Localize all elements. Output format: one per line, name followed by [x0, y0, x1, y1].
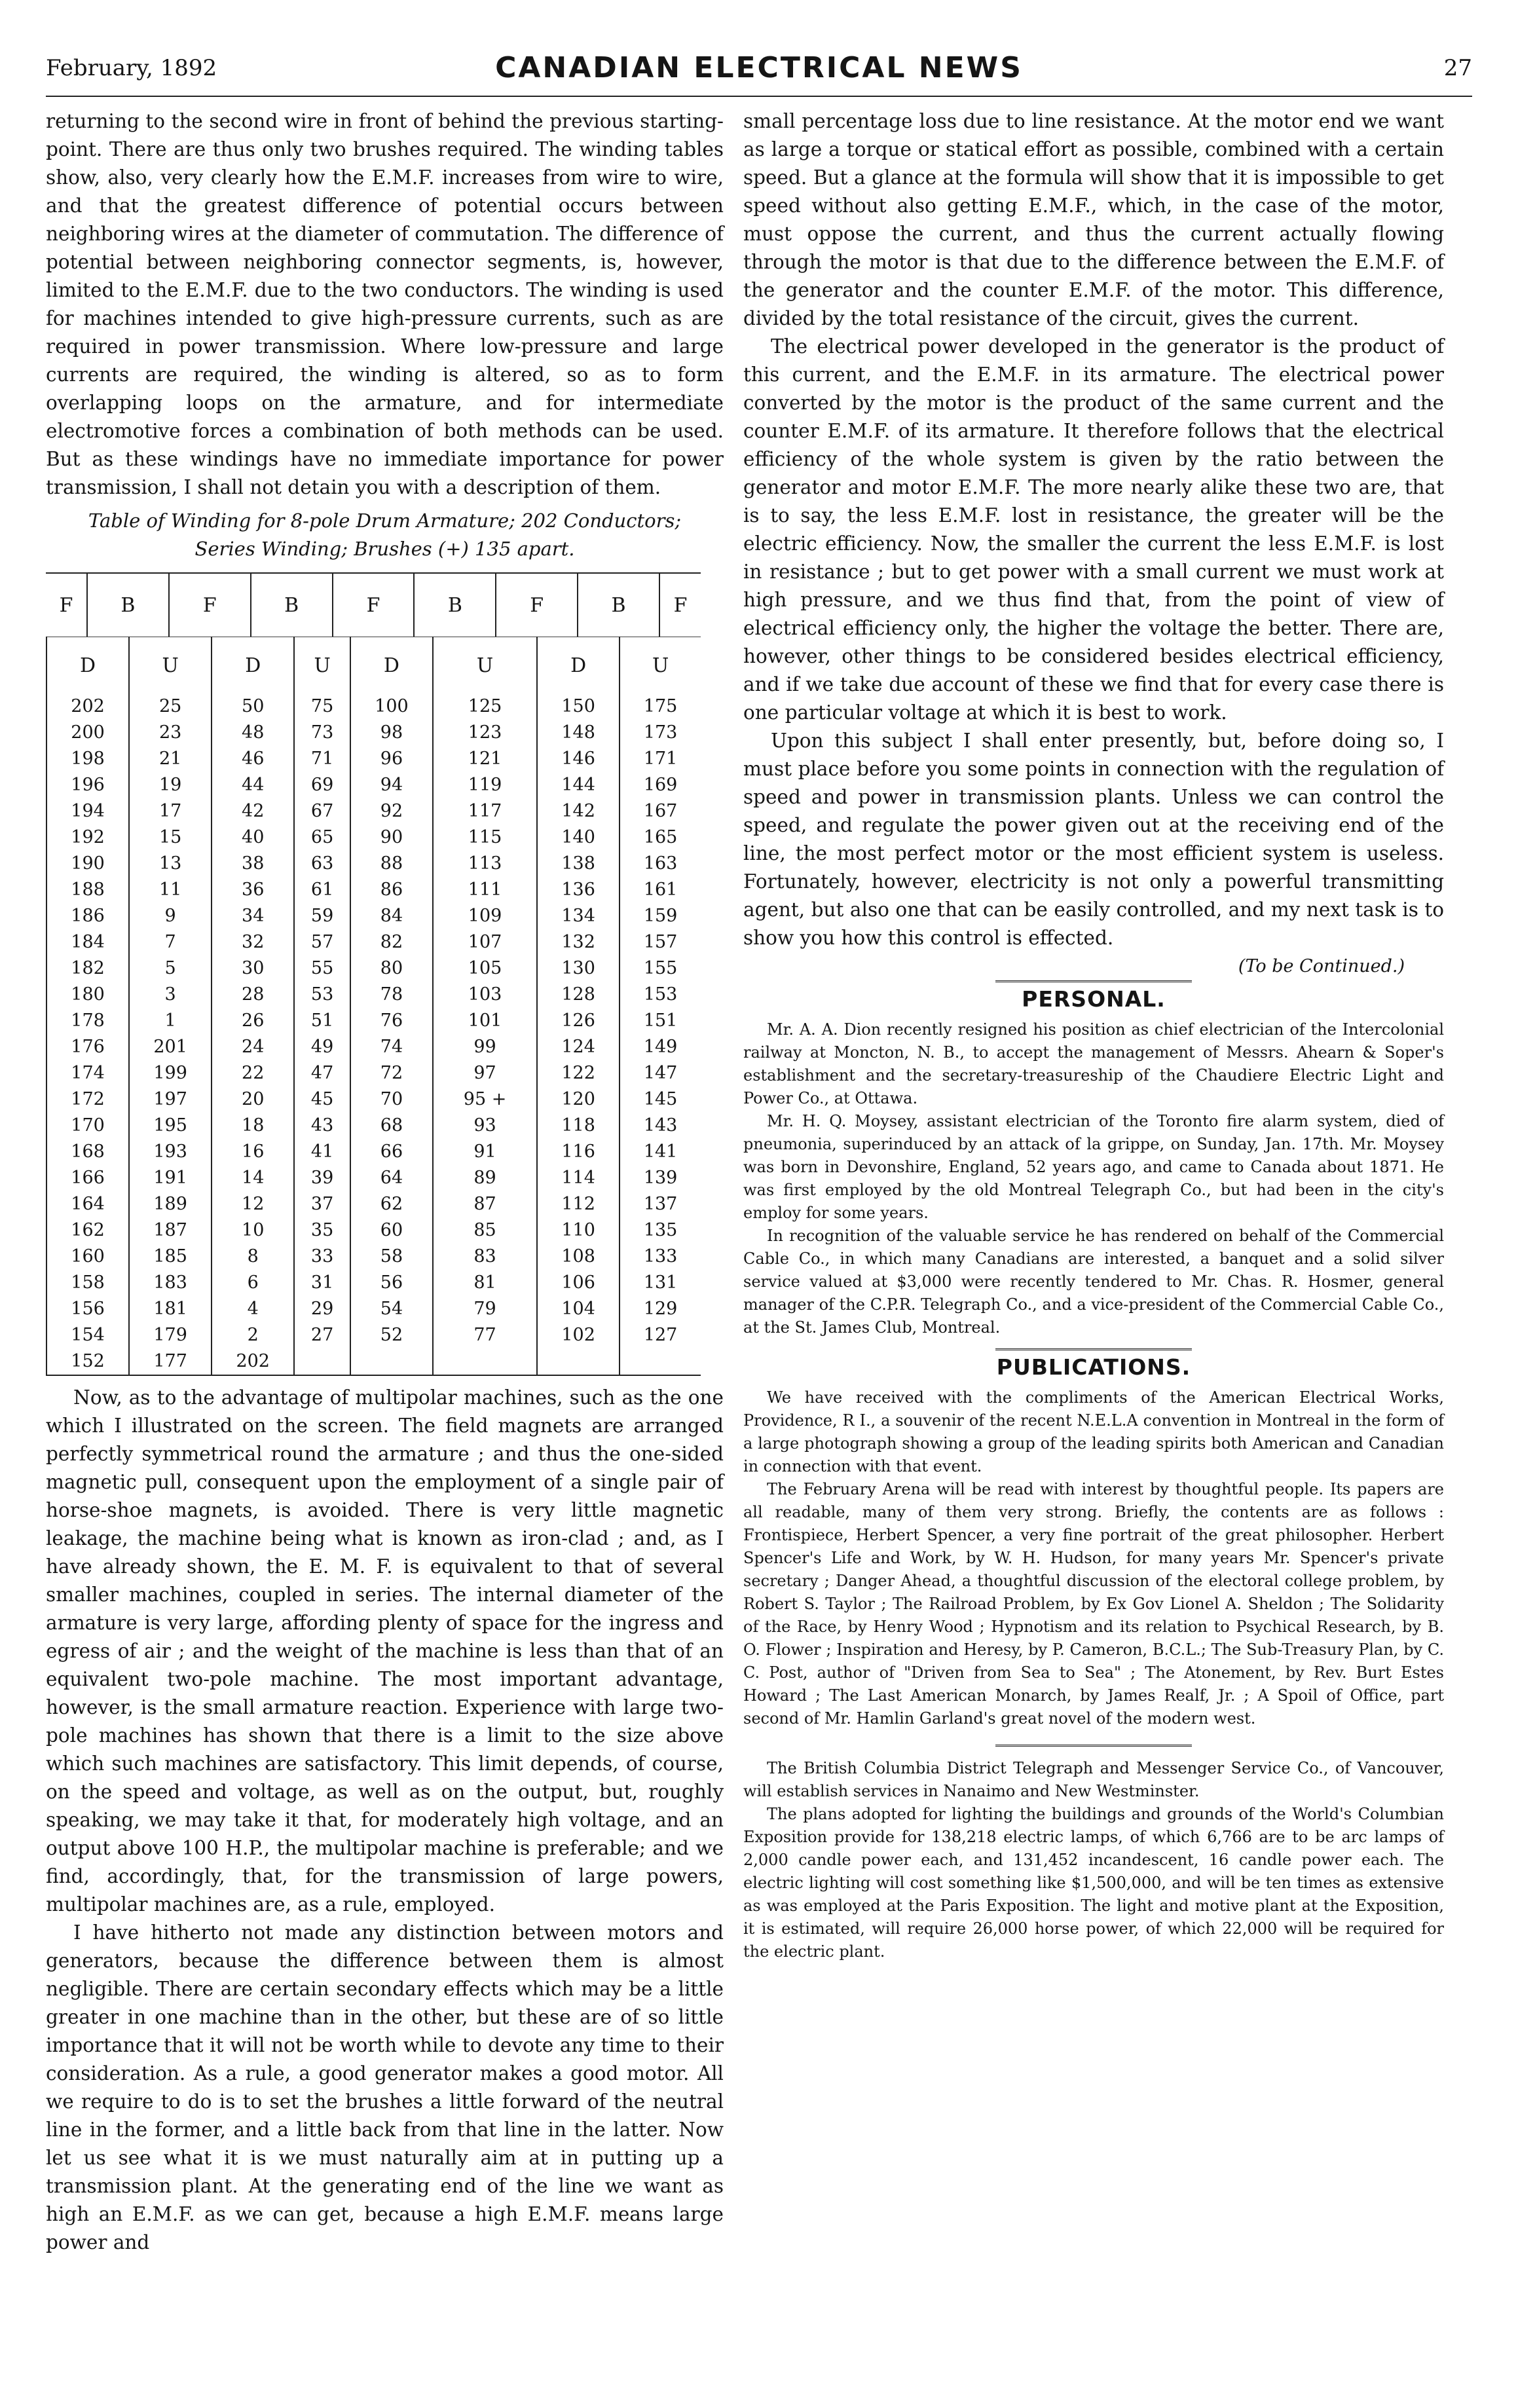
table-cell: 127 [643, 1325, 678, 1345]
table-cell: 78 [350, 982, 433, 1008]
table-cell: 141 [643, 1141, 678, 1162]
table-cell: 56 [350, 1270, 433, 1296]
publications-heading: PUBLICATIONS. [996, 1354, 1191, 1380]
table-cell: 88 [350, 851, 433, 877]
table-caption-line: Table of Winding for 8-pole Drum Armature; 202 Conductors; [88, 509, 682, 532]
table-cell: 15 [129, 824, 212, 851]
article-paragraph: Now, as to the advantage of multipolar machines, such as the one which I illustrated on the screen. The field magnets are arranged perfectly symmetrical round the armature ; and thus the one-sided magnetic pull, consequent upon the employment of a single pair of horse-shoe magnets, is avoided. There is very little magnetic leakage, the machine being what is known as iron-clad ; and, as I have already shown, the E. M. F. is equivalent to that of several smaller machines, coupled in series. The internal diameter of the armature is very large, affording plenty of space for the ingress and egress of air ; and the weight of the machine is less than that of an equivalent two-pole machine. The most important advantage, however, is the small armature reaction. Experience with large two-pole machines has shown that there is a limit to the size above which such machines are satisfactory. This limit depends, of course, on the speed and voltage, as well as on the output, but, roughly speaking, we may take it that, for moderately high voltage, and an output above 100 H.P., the multipolar machine is preferable; and we find, accordingly, that, for the transmission of large powers, multipolar machines are, as a rule, employed. [46, 1386, 724, 1916]
table-cell: 116 [537, 1139, 620, 1165]
section-rule [995, 1348, 1192, 1350]
table-cell: 112 [537, 1191, 620, 1217]
table-cell: 200 [46, 720, 129, 746]
table-cell: 195 [129, 1113, 212, 1139]
table-cell: 193 [129, 1139, 212, 1165]
table-cell: 50 [212, 694, 294, 720]
table-cell: 122 [537, 1060, 620, 1086]
table-cell: 123 [433, 720, 537, 746]
article-paragraph: The electrical power developed in the generator is the product of this current, and the E.M.F. in its armature. The electrical power converted by the motor is the product of the same current and the counter E.M.F. of its armature. It therefore follows that the electrical efficiency of the whole system is given by the ratio between the generator and motor E.M.F. The more nearly alike these two are, that is to say, the less E.M.F. lost in resistance, the greater will be the electric efficiency. Now, the smaller the current the less E.M.F. is lost in resistance ; but to get power with a small current we must work at high pressure, and we thus find that, from the point of view of electrical efficiency only, the higher the voltage the better. There are, however, other things to be considered besides electrical efficiency, and if we take due account of these we find that for every case there is one particular voltage at which it is best to work. [743, 335, 1444, 724]
table-row [46, 1139, 701, 1165]
table-cell: 140 [537, 824, 620, 851]
table-cell: 192 [46, 824, 129, 851]
table-cell: 26 [212, 1008, 294, 1034]
table-cell: 108 [537, 1244, 620, 1270]
table-cell: 148 [537, 720, 620, 746]
table-cell: 201 [129, 1034, 212, 1060]
personal-item: In recognition of the valuable service he has rendered on behalf of the Commercial Cable Co., in which many Canadians are interested, a banquet and a solid silver service valued at $3,000 were recently tendered to Mr. Chas. R. Hosmer, general manager of the C.P.R. Telegraph Co., and a vice-president of the Commercial Cable Co., at the St. James Club, Montreal. [743, 1227, 1444, 1337]
table-cell: 137 [643, 1194, 678, 1214]
table-cell: 149 [643, 1037, 678, 1057]
fb-header-cell: F [46, 573, 87, 637]
table-cell: 27 [294, 1322, 350, 1348]
header-rule [46, 96, 1472, 97]
fb-header-cell: F [333, 573, 415, 637]
table-cell: 115 [433, 824, 537, 851]
table-cell: 14 [212, 1165, 294, 1191]
publications-item: We have received with the compliments of the American Electrical Works, Providence, R I., a souvenir of the recent N.E.L.A convention in Montreal in the form of a large photograph showing a group of the leading spirits both American and Canadian in connection with that event. [743, 1388, 1444, 1475]
table-cell: 97 [433, 1060, 537, 1086]
table-cell: 71 [294, 746, 350, 772]
publication-title: CANADIAN ELECTRICAL NEWS [495, 51, 1023, 84]
du-header-cell: D [46, 637, 129, 694]
table-cell: 9 [129, 903, 212, 929]
table-cell: 159 [643, 906, 678, 926]
table-caption-line: Series Winding; Brushes (+) 135 apart. [194, 538, 575, 560]
issue-date: February, 1892 [46, 55, 217, 81]
table-cell: 139 [643, 1168, 678, 1188]
table-cell: 83 [433, 1244, 537, 1270]
table-row [46, 903, 701, 929]
table-cell: 160 [46, 1244, 129, 1270]
table-row [46, 1086, 701, 1113]
table-row [46, 1270, 701, 1296]
table-cell: 118 [537, 1113, 620, 1139]
table-cell: 84 [350, 903, 433, 929]
table-cell: 172 [46, 1086, 129, 1113]
table-cell: 132 [537, 929, 620, 955]
table-cell: 53 [294, 982, 350, 1008]
table-cell: 3 [129, 982, 212, 1008]
table-caption [46, 507, 724, 563]
table-cell: 49 [294, 1034, 350, 1060]
table-cell: 146 [537, 746, 620, 772]
table-cell: 38 [212, 851, 294, 877]
table-cell: 107 [433, 929, 537, 955]
table-cell: 89 [433, 1165, 537, 1191]
table-cell: 72 [350, 1060, 433, 1086]
table-cell: 199 [129, 1060, 212, 1086]
table-cell: 150 [537, 694, 620, 720]
table-cell: 169 [643, 775, 678, 795]
table-cell: 67 [294, 798, 350, 824]
table-cell: 165 [643, 827, 678, 847]
table-row [46, 798, 701, 824]
table-cell: 179 [129, 1322, 212, 1348]
table-cell: 101 [433, 1008, 537, 1034]
personal-item: Mr. H. Q. Moysey, assistant electrician of the Toronto fire alarm system, died of pneumonia, superinduced by an attack of la grippe, on Sunday, Jan. 17th. Mr. Moysey was born in Devonshire, England, 52 years ago, and came to Canada about 1871. He was first employed by the old Montreal Telegraph Co., but had been in the city's employ for some years. [743, 1112, 1444, 1222]
personal-heading: PERSONAL. [1022, 986, 1166, 1012]
news-item: The plans adopted for lighting the buildings and grounds of the World's Columbian Exposition provide for 138,218 electric lamps, of which 6,766 are to be arc lamps of 2,000 candle power each, and 131,452 incandescent, 16 candle power each. The electric lighting will cost something like $1,500,000, and will be ten times as extensive as was employed at the Paris Exposition. The light and motive plant at the Exposition, it is estimated, will require 26,000 horse power, of which 22,000 will be required for the electric plant. [743, 1805, 1444, 1961]
table-cell: 202 [46, 694, 129, 720]
table-cell: 131 [643, 1272, 678, 1293]
fb-header-cell: F [659, 573, 701, 637]
table-cell: 44 [212, 772, 294, 798]
table-cell: 29 [294, 1296, 350, 1322]
table-cell: 156 [46, 1296, 129, 1322]
du-header-cell: U [129, 637, 212, 694]
table-cell: 105 [433, 955, 537, 982]
table-cell: 95 + [433, 1086, 537, 1113]
table-cell: 153 [643, 984, 678, 1005]
table-row [46, 851, 701, 877]
table-row [46, 1244, 701, 1270]
table-cell: 25 [129, 694, 212, 720]
table-cell: 57 [294, 929, 350, 955]
table-cell: 76 [350, 1008, 433, 1034]
table-cell: 191 [129, 1165, 212, 1191]
table-row [46, 877, 701, 903]
table-cell: 143 [643, 1115, 678, 1136]
table-cell: 162 [46, 1217, 129, 1244]
table-cell: 87 [433, 1191, 537, 1217]
table-cell: 147 [643, 1063, 678, 1083]
table-cell: 125 [433, 694, 537, 720]
table-cell: 189 [129, 1191, 212, 1217]
table-cell: 11 [129, 877, 212, 903]
table-cell: 41 [294, 1139, 350, 1165]
table-cell: 190 [46, 851, 129, 877]
table-cell: 197 [129, 1086, 212, 1113]
table-cell: 178 [46, 1008, 129, 1034]
table-cell: 183 [129, 1270, 212, 1296]
table-cell: 166 [46, 1165, 129, 1191]
table-cell: 46 [212, 746, 294, 772]
winding-table [46, 637, 701, 1375]
table-cell: 75 [294, 694, 350, 720]
table-cell: 180 [46, 982, 129, 1008]
fb-header-cell: B [251, 573, 333, 637]
table-cell: 117 [433, 798, 537, 824]
fb-header-cell: F [496, 573, 578, 637]
table-cell: 158 [46, 1270, 129, 1296]
table-cell: 33 [294, 1244, 350, 1270]
table-cell: 20 [212, 1086, 294, 1113]
table-cell: 151 [643, 1010, 678, 1031]
table-cell: 119 [433, 772, 537, 798]
personal-item: Mr. A. A. Dion recently resigned his position as chief electrician of the Intercolonial railway at Moncton, N. B., to accept the management of Messrs. Ahearn & Soper's establishment and the secretary-treasureship of the Chaudiere Electric Light and Power Co., at Ottawa. [743, 1020, 1444, 1107]
section-rule [995, 1745, 1192, 1747]
table-cell: 35 [294, 1217, 350, 1244]
table-cell: 113 [433, 851, 537, 877]
personal-section [743, 1018, 1444, 1339]
table-cell: 52 [350, 1322, 433, 1348]
table-cell: 175 [643, 696, 678, 716]
table-cell: 128 [537, 982, 620, 1008]
table-cell: 161 [643, 880, 678, 900]
table-cell: 54 [350, 1296, 433, 1322]
table-cell: 17 [129, 798, 212, 824]
table-cell: 177 [129, 1348, 212, 1375]
table-cell: 8 [212, 1244, 294, 1270]
table-cell: 86 [350, 877, 433, 903]
news-item: The British Columbia District Telegraph and Messenger Service Co., of Vancouver, will establish services in Nanaimo and New Westminster. [743, 1759, 1444, 1800]
table-cell: 170 [46, 1113, 129, 1139]
table-cell: 39 [294, 1165, 350, 1191]
table-row [46, 1165, 701, 1191]
article-paragraph: Upon this subject I shall enter presently, but, before doing so, I must place before you some points in connection with the regulation of speed and power in transmission plants. Unless we can control the speed, and regulate the power given out at the receiving end of the line, the most perfect motor or the most efficient system is useless. Fortunately, however, electricity is not only a powerful transmitting agent, but also one that can be easily controlled, and my next task is to show you how this control is effected. [743, 730, 1444, 949]
table-cell: 55 [294, 955, 350, 982]
table-cell: 92 [350, 798, 433, 824]
table-cell: 31 [294, 1270, 350, 1296]
article-paragraph: I have hitherto not made any distinction between motors and generators, because the difference between them is almost negligible. There are certain secondary effects which may be a little greater in one machine than in the other, but these are of so little importance that it will not be worth while to devote any time to their consideration. As a rule, a good generator makes a good motor. All we require to do is to set the brushes a little forward of the neutral line in the former, and a little back from that line in the latter. Now let us see what it is we must naturally aim at in putting up a transmission plant. At the generating end of the line we want as high an E.M.F. as we can get, because a high E.M.F. means large power and [46, 1921, 724, 2253]
to-be-continued: (To be Continued.) [1238, 956, 1405, 976]
table-cell: 184 [46, 929, 129, 955]
du-header-cell: D [350, 637, 433, 694]
du-header-cell: D [537, 637, 620, 694]
table-cell: 6 [212, 1270, 294, 1296]
table-cell: 5 [129, 955, 212, 982]
left-column [46, 107, 724, 2257]
table-cell: 60 [350, 1217, 433, 1244]
table-cell: 154 [46, 1322, 129, 1348]
table-cell: 64 [350, 1165, 433, 1191]
table-cell: 114 [537, 1165, 620, 1191]
table-cell: 37 [294, 1191, 350, 1217]
table-cell: 109 [433, 903, 537, 929]
table-cell: 70 [350, 1086, 433, 1113]
table-cell: 12 [212, 1191, 294, 1217]
table-row [46, 1113, 701, 1139]
table-cell: 138 [537, 851, 620, 877]
table-cell: 163 [643, 853, 678, 874]
table-cell: 7 [129, 929, 212, 955]
table-cell: 85 [433, 1217, 537, 1244]
table-cell: 10 [212, 1217, 294, 1244]
table-cell: 120 [537, 1086, 620, 1113]
table-cell: 182 [46, 955, 129, 982]
table-row [46, 746, 701, 772]
table-row [46, 929, 701, 955]
table-cell [537, 1348, 620, 1375]
table-row [46, 1322, 701, 1348]
table-cell: 28 [212, 982, 294, 1008]
table-cell: 176 [46, 1034, 129, 1060]
table-cell: 134 [537, 903, 620, 929]
table-row [46, 772, 701, 798]
du-header-cell: U [620, 637, 701, 694]
table-cell: 93 [433, 1113, 537, 1139]
table-cell: 18 [212, 1113, 294, 1139]
table-cell: 82 [350, 929, 433, 955]
table-cell: 40 [212, 824, 294, 851]
table-cell: 186 [46, 903, 129, 929]
table-cell: 104 [537, 1296, 620, 1322]
table-row [46, 955, 701, 982]
table-cell: 13 [129, 851, 212, 877]
table-row [46, 1191, 701, 1217]
table-cell [620, 1348, 701, 1375]
table-cell: 157 [643, 932, 678, 952]
article-paragraph: returning to the second wire in front of behind the previous starting-point. There are thus only two brushes required. The winding tables show, also, very clearly how the E.M.F. increases from wire to wire, and that the greatest difference of potential occurs between neighboring wires at the diameter of commutation. The difference of potential between neighboring connector segments, is, however, limited to the E.M.F. due to the two conductors. The winding is used for machines intended to give high-pressure currents, such as are required in power transmission. Where low-pressure and large currents are required, the winding is altered, so as to form overlapping loops on the armature, and for intermediate electromotive forces a combination of both methods can be used. But as these windings have no immediate importance for power transmission, I shall not detain you with a description of them. [46, 110, 724, 498]
table-cell: 181 [129, 1296, 212, 1322]
table-cell: 110 [537, 1217, 620, 1244]
table-cell: 130 [537, 955, 620, 982]
du-header-cell: U [433, 637, 537, 694]
table-cell: 99 [433, 1034, 537, 1060]
table-row [46, 1348, 701, 1375]
article-paragraph: small percentage loss due to line resistance. At the motor end we want as large a torque or statical effort as possible, combined with a certain speed. But a glance at the formula will show that it is impossible to get speed without also getting E.M.F., which, in the case of the motor, must oppose the current, and thus the current actually flowing through the motor is that due to the difference between the E.M.F. of the generator and the counter E.M.F. of the motor. This difference, divided by the total resistance of the circuit, gives the current. [743, 110, 1444, 329]
table-cell: 30 [212, 955, 294, 982]
running-head [46, 51, 1472, 90]
table-cell: 102 [537, 1322, 620, 1348]
table-row [46, 720, 701, 746]
table-cell: 111 [433, 877, 537, 903]
table-cell: 103 [433, 982, 537, 1008]
table-cell: 91 [433, 1139, 537, 1165]
table-cell: 90 [350, 824, 433, 851]
table-cell: 34 [212, 903, 294, 929]
table-cell: 43 [294, 1113, 350, 1139]
table-cell: 94 [350, 772, 433, 798]
table-cell: 133 [643, 1246, 678, 1267]
table-cell: 24 [212, 1034, 294, 1060]
fb-header-cell: B [578, 573, 659, 637]
section-rule [995, 980, 1192, 982]
du-header-row [46, 637, 701, 694]
fb-header-cell: B [87, 573, 169, 637]
table-cell: 171 [643, 749, 678, 769]
publications-item: The February Arena will be read with interest by thoughtful people. Its papers are all readable, many of them very strong. Briefly, the contents are as follows : Frontispiece, Herbert Spencer, a very fine portrait of the great philosopher. Herbert Spencer's Life and Work, by W. H. Hudson, for many years Mr. Spencer's private secretary ; Danger Ahead, a thoughtful discussion of the electoral college problem, by Robert S. Taylor ; The Railroad Problem, by Ex Gov Lionel A. Sheldon ; The Solidarity of the Race, by Henry Wood ; Hypnotism and its relation to Psychical Research, by B. O. Flower ; Inspiration and Heresy, by P. Cameron, B.C.L.; The Sub-Treasury Plan, by C. C. Post, author of "Driven from Sea to Sea" ; The Atonement, by Rev. Burt Estes Howard ; The Last American Monarch, by James Realf, Jr. ; A Spoil of Office, part second of Mr. Hamlin Garland's great novel of the modern west. [743, 1480, 1444, 1728]
table-cell: 194 [46, 798, 129, 824]
table-cell: 42 [212, 798, 294, 824]
table-cell: 202 [212, 1348, 294, 1375]
du-header-cell: U [294, 637, 350, 694]
table-cell: 58 [350, 1244, 433, 1270]
table-cell: 16 [212, 1139, 294, 1165]
table-cell [433, 1348, 537, 1375]
table-cell: 152 [46, 1348, 129, 1375]
table-cell: 79 [433, 1296, 537, 1322]
table-cell: 74 [350, 1034, 433, 1060]
table-cell: 167 [643, 801, 678, 821]
table-cell: 174 [46, 1060, 129, 1086]
table-row [46, 1034, 701, 1060]
table-cell: 129 [643, 1299, 678, 1319]
table-cell: 19 [129, 772, 212, 798]
table-cell: 196 [46, 772, 129, 798]
table-cell [350, 1348, 433, 1375]
table-cell: 36 [212, 877, 294, 903]
table-cell: 59 [294, 903, 350, 929]
news-section [743, 1757, 1444, 1963]
table-cell: 144 [537, 772, 620, 798]
table-cell: 121 [433, 746, 537, 772]
table-row [46, 1060, 701, 1086]
table-row [46, 1217, 701, 1244]
table-row [46, 982, 701, 1008]
table-cell: 142 [537, 798, 620, 824]
table-cell: 80 [350, 955, 433, 982]
table-cell: 164 [46, 1191, 129, 1217]
table-cell: 135 [643, 1220, 678, 1240]
table-cell: 4 [212, 1296, 294, 1322]
table-cell: 188 [46, 877, 129, 903]
table-cell: 68 [350, 1113, 433, 1139]
table-cell: 51 [294, 1008, 350, 1034]
table-row [46, 1296, 701, 1322]
table-cell: 168 [46, 1139, 129, 1165]
table-cell [294, 1348, 350, 1375]
table-cell: 98 [350, 720, 433, 746]
table-cell: 69 [294, 772, 350, 798]
table-cell: 124 [537, 1034, 620, 1060]
table-cell: 73 [294, 720, 350, 746]
table-cell: 65 [294, 824, 350, 851]
du-header-cell: D [212, 637, 294, 694]
page-number: 27 [1443, 55, 1472, 81]
table-cell: 61 [294, 877, 350, 903]
fb-header-cell: B [414, 573, 496, 637]
table-cell: 173 [643, 722, 678, 743]
table-cell: 63 [294, 851, 350, 877]
table-cell: 106 [537, 1270, 620, 1296]
table-cell: 22 [212, 1060, 294, 1086]
table-cell: 47 [294, 1060, 350, 1086]
table-cell: 1 [129, 1008, 212, 1034]
table-cell: 198 [46, 746, 129, 772]
table-bottom-rule [46, 1375, 701, 1376]
table-cell: 45 [294, 1086, 350, 1113]
table-row [46, 694, 701, 720]
table-cell: 62 [350, 1191, 433, 1217]
table-cell: 136 [537, 877, 620, 903]
table-cell: 21 [129, 746, 212, 772]
table-row [46, 1008, 701, 1034]
table-cell: 81 [433, 1270, 537, 1296]
right-column [743, 107, 1444, 1963]
table-cell: 185 [129, 1244, 212, 1270]
table-cell: 66 [350, 1139, 433, 1165]
table-row [46, 824, 701, 851]
publications-section [743, 1386, 1444, 1730]
fb-header-row [46, 573, 701, 637]
table-cell: 187 [129, 1217, 212, 1244]
table-cell: 145 [643, 1089, 678, 1109]
table-cell: 126 [537, 1008, 620, 1034]
fb-header-cell: F [169, 573, 251, 637]
table-cell: 23 [129, 720, 212, 746]
table-cell: 155 [643, 958, 678, 978]
table-cell: 77 [433, 1322, 537, 1348]
fb-header-table [46, 572, 701, 637]
table-cell: 100 [350, 694, 433, 720]
table-cell: 96 [350, 746, 433, 772]
table-cell: 2 [212, 1322, 294, 1348]
table-cell: 48 [212, 720, 294, 746]
table-cell: 32 [212, 929, 294, 955]
